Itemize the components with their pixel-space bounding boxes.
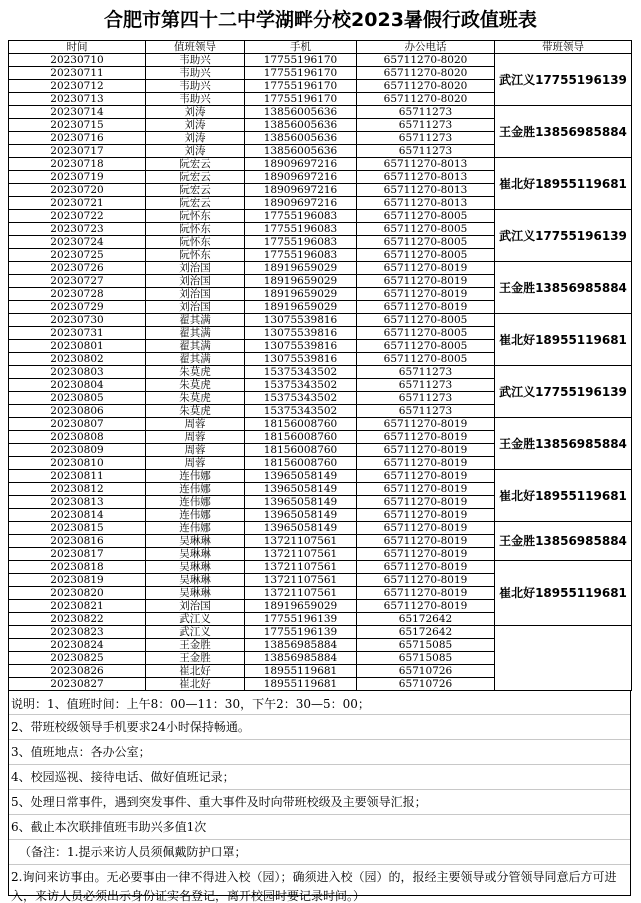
cell-mobile: 17755196170 (245, 54, 357, 67)
cell-duty-leader: 王金胜 (146, 639, 245, 652)
cell-shift-leader (495, 626, 632, 691)
cell-date: 20230825 (9, 652, 146, 665)
table-row (9, 626, 632, 639)
cell-office-phone: 65711273 (357, 119, 495, 132)
cell-office-phone: 65711270-8019 (357, 418, 495, 431)
cell-office-phone: 65711270-8013 (357, 184, 495, 197)
cell-date: 20230714 (9, 106, 146, 119)
cell-office-phone: 65711270-8019 (357, 587, 495, 600)
cell-mobile: 13856985884 (245, 639, 357, 652)
table-row (9, 522, 632, 535)
cell-mobile: 18919659029 (245, 600, 357, 613)
cell-duty-leader: 连伟娜 (146, 483, 245, 496)
cell-duty-leader: 刘涛 (146, 132, 245, 145)
cell-office-phone: 65711273 (357, 145, 495, 158)
cell-office-phone: 65711270-8019 (357, 535, 495, 548)
cell-shift-leader: 武江义17755196139 (495, 366, 632, 418)
cell-date: 20230826 (9, 665, 146, 678)
cell-mobile: 17755196170 (245, 80, 357, 93)
cell-office-phone: 65711270-8019 (357, 262, 495, 275)
cell-office-phone: 65711273 (357, 132, 495, 145)
cell-date: 20230808 (9, 431, 146, 444)
cell-date: 20230806 (9, 405, 146, 418)
remark-line: 2.询问来访事由。无必要事由一律不得进入校（园）；确须进入校（园）的，报经主要领导或分管领导同意后方可进入，来访人员必须出示身份证实名登记，离开校园时要记录时间。） (11, 870, 617, 903)
cell-date: 20230817 (9, 548, 146, 561)
cell-office-phone: 65711270-8019 (357, 574, 495, 587)
cell-shift-leader: 崔北好18955119681 (495, 314, 632, 366)
table-row (9, 470, 632, 483)
cell-date: 20230731 (9, 327, 146, 340)
page-title: 合肥市第四十二中学湖畔分校2023暑假行政值班表 (104, 9, 537, 31)
cell-mobile: 18909697216 (245, 197, 357, 210)
note-line: 5、处理日常事件，遇到突发事件、重大事件及时向带班校级及主要领导汇报； (9, 790, 630, 815)
cell-office-phone: 65711270-8005 (357, 353, 495, 366)
cell-date: 20230818 (9, 561, 146, 574)
cell-duty-leader: 周蓉 (146, 444, 245, 457)
cell-date: 20230716 (9, 132, 146, 145)
cell-office-phone: 65711270-8013 (357, 171, 495, 184)
cell-office-phone: 65711270-8013 (357, 158, 495, 171)
cell-mobile: 18909697216 (245, 158, 357, 171)
cell-duty-leader: 韦助兴 (146, 93, 245, 106)
cell-mobile: 13075539816 (245, 353, 357, 366)
cell-shift-leader: 崔北好18955119681 (495, 561, 632, 626)
cell-duty-leader: 阮宏云 (146, 197, 245, 210)
cell-date: 20230804 (9, 379, 146, 392)
cell-duty-leader: 阮宏云 (146, 158, 245, 171)
cell-shift-leader: 崔北好18955119681 (495, 470, 632, 522)
cell-duty-leader: 朱莫虎 (146, 405, 245, 418)
cell-date: 20230819 (9, 574, 146, 587)
cell-date: 20230713 (9, 93, 146, 106)
cell-mobile: 18909697216 (245, 184, 357, 197)
cell-mobile: 17755196139 (245, 626, 357, 639)
cell-duty-leader: 连伟娜 (146, 470, 245, 483)
cell-mobile: 13075539816 (245, 340, 357, 353)
cell-date: 20230726 (9, 262, 146, 275)
cell-mobile: 17755196083 (245, 249, 357, 262)
cell-date: 20230717 (9, 145, 146, 158)
cell-mobile: 13721107561 (245, 548, 357, 561)
table-row (9, 366, 632, 379)
cell-duty-leader: 刘治国 (146, 262, 245, 275)
cell-duty-leader: 刘涛 (146, 119, 245, 132)
note-line: 6、截止本次联排值班韦助兴多值1次 (9, 815, 630, 840)
table-row (9, 561, 632, 574)
cell-duty-leader: 刘涛 (146, 145, 245, 158)
cell-date: 20230803 (9, 366, 146, 379)
cell-office-phone: 65711270-8019 (357, 470, 495, 483)
cell-mobile: 18156008760 (245, 418, 357, 431)
table-row (9, 54, 632, 67)
cell-date: 20230712 (9, 80, 146, 93)
cell-duty-leader: 翟其满 (146, 327, 245, 340)
cell-mobile: 13721107561 (245, 535, 357, 548)
cell-shift-leader: 王金胜13856985884 (495, 106, 632, 158)
cell-office-phone: 65711270-8005 (357, 249, 495, 262)
cell-duty-leader: 朱莫虎 (146, 392, 245, 405)
cell-office-phone: 65711270-8019 (357, 457, 495, 470)
cell-mobile: 13856005636 (245, 145, 357, 158)
cell-office-phone: 65711270-8013 (357, 197, 495, 210)
cell-office-phone: 65711270-8019 (357, 561, 495, 574)
cell-mobile: 13965058149 (245, 483, 357, 496)
cell-mobile: 13721107561 (245, 561, 357, 574)
cell-mobile: 17755196139 (245, 613, 357, 626)
cell-date: 20230715 (9, 119, 146, 132)
cell-duty-leader: 连伟娜 (146, 522, 245, 535)
table-row (9, 210, 632, 223)
cell-date: 20230814 (9, 509, 146, 522)
cell-duty-leader: 翟其满 (146, 353, 245, 366)
cell-office-phone: 65711270-8005 (357, 223, 495, 236)
cell-duty-leader: 崔北好 (146, 678, 245, 691)
cell-date: 20230710 (9, 54, 146, 67)
cell-date: 20230810 (9, 457, 146, 470)
cell-date: 20230815 (9, 522, 146, 535)
cell-office-phone: 65172642 (357, 626, 495, 639)
cell-mobile: 18919659029 (245, 301, 357, 314)
cell-duty-leader: 吴琳琳 (146, 548, 245, 561)
cell-date: 20230724 (9, 236, 146, 249)
cell-office-phone: 65711270-8019 (357, 275, 495, 288)
cell-date: 20230816 (9, 535, 146, 548)
header-duty-leader: 值班领导 (146, 41, 245, 54)
cell-mobile: 17755196083 (245, 210, 357, 223)
cell-mobile: 18919659029 (245, 288, 357, 301)
cell-mobile: 13856005636 (245, 132, 357, 145)
cell-date: 20230823 (9, 626, 146, 639)
cell-duty-leader: 阮怀东 (146, 236, 245, 249)
header-date: 时间 (9, 41, 146, 54)
cell-mobile: 13965058149 (245, 496, 357, 509)
cell-duty-leader: 吴琳琳 (146, 535, 245, 548)
table-row (9, 106, 632, 119)
cell-office-phone: 65711270-8005 (357, 236, 495, 249)
cell-duty-leader: 翟其满 (146, 314, 245, 327)
cell-duty-leader: 韦助兴 (146, 67, 245, 80)
table-row (9, 314, 632, 327)
cell-date: 20230824 (9, 639, 146, 652)
cell-date: 20230721 (9, 197, 146, 210)
remark-line: （备注：1.提示来访人员须佩戴防护口罩； (9, 840, 630, 865)
cell-office-phone: 65711270-8020 (357, 93, 495, 106)
cell-duty-leader: 阮怀东 (146, 210, 245, 223)
cell-date: 20230725 (9, 249, 146, 262)
cell-date: 20230807 (9, 418, 146, 431)
cell-office-phone: 65711270-8005 (357, 327, 495, 340)
cell-duty-leader: 阮怀东 (146, 223, 245, 236)
cell-duty-leader: 王金胜 (146, 652, 245, 665)
table-row (9, 418, 632, 431)
cell-duty-leader: 翟其满 (146, 340, 245, 353)
cell-duty-leader: 武江义 (146, 613, 245, 626)
cell-office-phone: 65711270-8019 (357, 483, 495, 496)
cell-date: 20230728 (9, 288, 146, 301)
cell-mobile: 18919659029 (245, 275, 357, 288)
table-body (9, 54, 632, 691)
cell-mobile: 15375343502 (245, 392, 357, 405)
cell-mobile: 15375343502 (245, 366, 357, 379)
cell-office-phone: 65172642 (357, 613, 495, 626)
cell-shift-leader: 崔北好18955119681 (495, 158, 632, 210)
note-line: 4、校园巡视、接待电话、做好值班记录； (9, 765, 630, 790)
cell-date: 20230719 (9, 171, 146, 184)
cell-duty-leader: 朱莫虎 (146, 366, 245, 379)
cell-duty-leader: 武江义 (146, 626, 245, 639)
cell-mobile: 13965058149 (245, 522, 357, 535)
header-office-phone: 办公电话 (357, 41, 495, 54)
cell-duty-leader: 韦助兴 (146, 54, 245, 67)
cell-shift-leader: 王金胜13856985884 (495, 522, 632, 561)
cell-duty-leader: 周蓉 (146, 457, 245, 470)
table-header-row (9, 41, 632, 54)
cell-mobile: 13721107561 (245, 587, 357, 600)
cell-office-phone: 65711270-8019 (357, 509, 495, 522)
cell-date: 20230820 (9, 587, 146, 600)
cell-mobile: 18909697216 (245, 171, 357, 184)
cell-office-phone: 65711273 (357, 405, 495, 418)
cell-office-phone: 65711270-8019 (357, 548, 495, 561)
cell-office-phone: 65711270-8019 (357, 444, 495, 457)
cell-office-phone: 65711273 (357, 392, 495, 405)
cell-office-phone: 65711270-8019 (357, 288, 495, 301)
cell-duty-leader: 吴琳琳 (146, 587, 245, 600)
cell-duty-leader: 刘涛 (146, 106, 245, 119)
cell-duty-leader: 朱莫虎 (146, 379, 245, 392)
cell-office-phone: 65711270-8005 (357, 314, 495, 327)
cell-office-phone: 65710726 (357, 678, 495, 691)
header-mobile: 手机 (245, 41, 357, 54)
cell-mobile: 18156008760 (245, 457, 357, 470)
cell-duty-leader: 刘治国 (146, 600, 245, 613)
cell-duty-leader: 阮宏云 (146, 171, 245, 184)
cell-duty-leader: 周蓉 (146, 418, 245, 431)
note-line: 2、带班校级领导手机要求24小时保持畅通。 (9, 715, 630, 740)
cell-office-phone: 65711270-8019 (357, 522, 495, 535)
cell-shift-leader: 王金胜13856985884 (495, 262, 632, 314)
cell-date: 20230723 (9, 223, 146, 236)
cell-office-phone: 65711270-8005 (357, 210, 495, 223)
cell-mobile: 15375343502 (245, 405, 357, 418)
cell-office-phone: 65710726 (357, 665, 495, 678)
cell-office-phone: 65711270-8019 (357, 600, 495, 613)
cell-duty-leader: 阮宏云 (146, 184, 245, 197)
cell-date: 20230722 (9, 210, 146, 223)
cell-date: 20230718 (9, 158, 146, 171)
cell-mobile: 13965058149 (245, 509, 357, 522)
cell-date: 20230805 (9, 392, 146, 405)
cell-mobile: 18955119681 (245, 665, 357, 678)
note-line: 3、值班地点：各办公室； (9, 740, 630, 765)
cell-office-phone: 65711270-8020 (357, 54, 495, 67)
cell-office-phone: 65711270-8020 (357, 67, 495, 80)
cell-duty-leader: 吴琳琳 (146, 574, 245, 587)
cell-duty-leader: 韦助兴 (146, 80, 245, 93)
cell-date: 20230729 (9, 301, 146, 314)
cell-duty-leader: 周蓉 (146, 431, 245, 444)
cell-date: 20230827 (9, 678, 146, 691)
cell-date: 20230720 (9, 184, 146, 197)
cell-office-phone: 65715085 (357, 652, 495, 665)
cell-duty-leader: 连伟娜 (146, 496, 245, 509)
cell-date: 20230811 (9, 470, 146, 483)
cell-mobile: 13075539816 (245, 314, 357, 327)
cell-date: 20230801 (9, 340, 146, 353)
notes-section (8, 690, 631, 903)
cell-date: 20230813 (9, 496, 146, 509)
cell-mobile: 17755196083 (245, 236, 357, 249)
cell-date: 20230812 (9, 483, 146, 496)
cell-mobile: 13721107561 (245, 574, 357, 587)
cell-mobile: 13856005636 (245, 106, 357, 119)
cell-office-phone: 65711270-8019 (357, 301, 495, 314)
note-line: 说明：1、值班时间：上午8：00—11：30，下午2：30—5：00； (9, 690, 630, 715)
cell-office-phone: 65715085 (357, 639, 495, 652)
cell-office-phone: 65711270-8019 (357, 496, 495, 509)
cell-duty-leader: 刘治国 (146, 288, 245, 301)
table-row (9, 158, 632, 171)
table-row (9, 262, 632, 275)
cell-shift-leader: 武江义17755196139 (495, 210, 632, 262)
cell-shift-leader: 武江义17755196139 (495, 54, 632, 106)
cell-date: 20230809 (9, 444, 146, 457)
cell-duty-leader: 刘治国 (146, 275, 245, 288)
cell-office-phone: 65711273 (357, 106, 495, 119)
cell-mobile: 17755196083 (245, 223, 357, 236)
cell-mobile: 18955119681 (245, 678, 357, 691)
cell-mobile: 13965058149 (245, 470, 357, 483)
cell-office-phone: 65711270-8005 (357, 340, 495, 353)
cell-mobile: 13856005636 (245, 119, 357, 132)
cell-date: 20230821 (9, 600, 146, 613)
cell-date: 20230802 (9, 353, 146, 366)
cell-mobile: 18919659029 (245, 262, 357, 275)
cell-office-phone: 65711273 (357, 379, 495, 392)
cell-mobile: 17755196170 (245, 67, 357, 80)
cell-office-phone: 65711270-8019 (357, 431, 495, 444)
cell-date: 20230730 (9, 314, 146, 327)
cell-mobile: 18156008760 (245, 444, 357, 457)
cell-duty-leader: 崔北好 (146, 665, 245, 678)
cell-duty-leader: 吴琳琳 (146, 561, 245, 574)
cell-office-phone: 65711270-8020 (357, 80, 495, 93)
cell-office-phone: 65711273 (357, 366, 495, 379)
cell-duty-leader: 刘治国 (146, 301, 245, 314)
cell-mobile: 18156008760 (245, 431, 357, 444)
cell-mobile: 13075539816 (245, 327, 357, 340)
cell-date: 20230822 (9, 613, 146, 626)
cell-mobile: 15375343502 (245, 379, 357, 392)
cell-shift-leader: 王金胜13856985884 (495, 418, 632, 470)
cell-date: 20230711 (9, 67, 146, 80)
cell-date: 20230727 (9, 275, 146, 288)
header-shift-leader: 带班领导 (495, 41, 632, 54)
cell-duty-leader: 阮怀东 (146, 249, 245, 262)
duty-table (8, 40, 632, 691)
cell-mobile: 17755196170 (245, 93, 357, 106)
cell-duty-leader: 连伟娜 (146, 509, 245, 522)
cell-mobile: 13856985884 (245, 652, 357, 665)
